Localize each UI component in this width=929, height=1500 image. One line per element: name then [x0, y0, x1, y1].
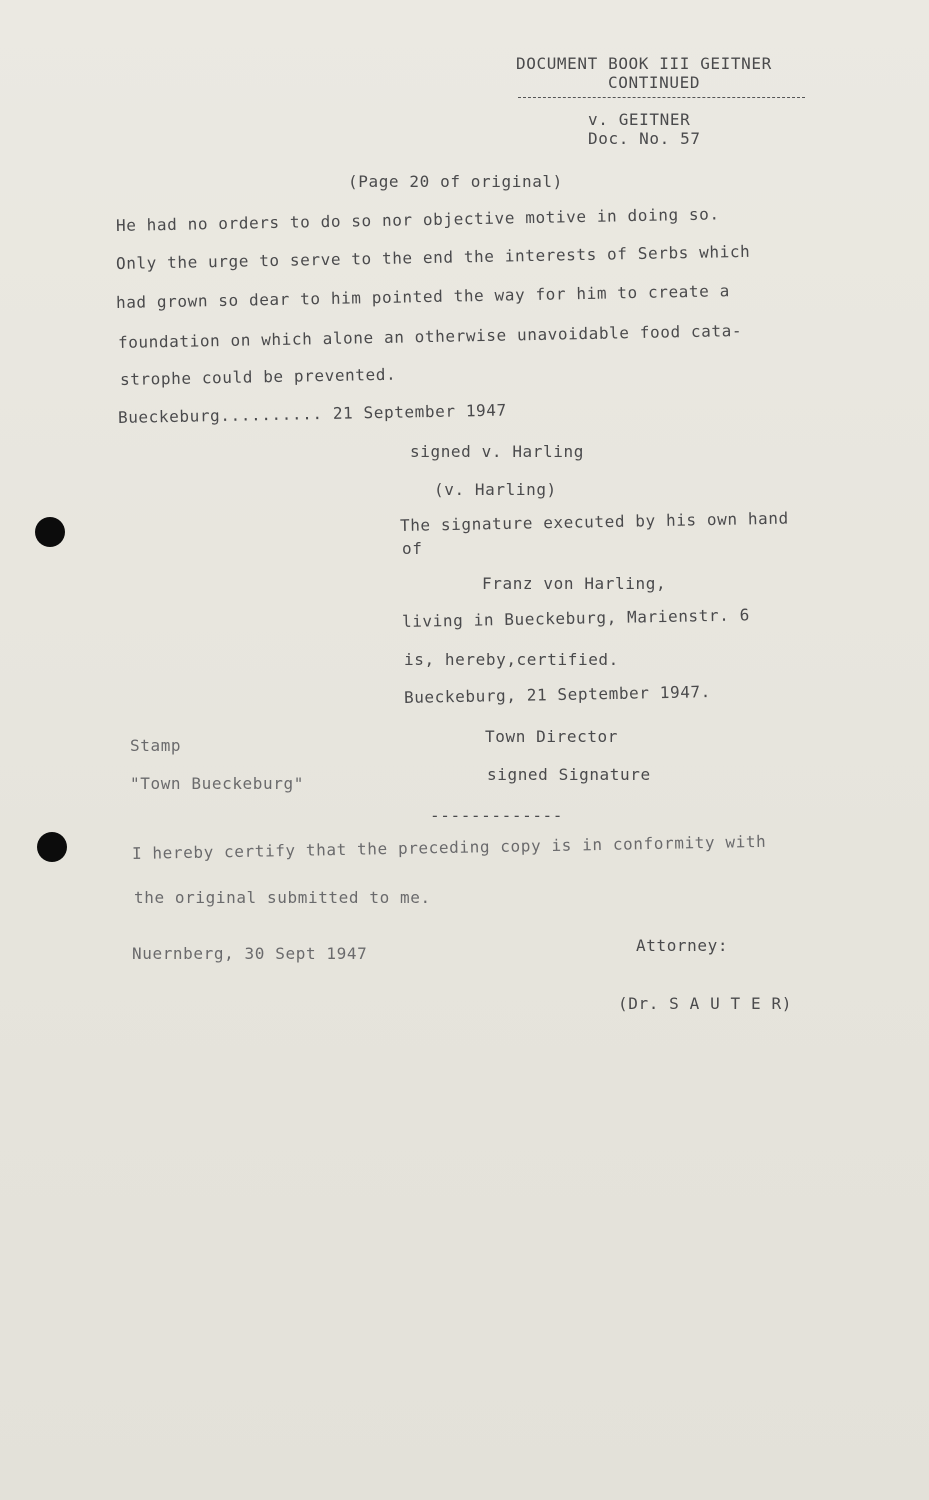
town-director-title: Town Director — [485, 727, 619, 746]
body-line-3: had grown so dear to him pointed the way for him to create a — [115, 281, 731, 312]
attestation-line-1: I hereby certify that the preceding copy is in conformity with — [131, 831, 767, 863]
body-line-4: foundation on which alone an otherwise unavoidable food cata- — [117, 321, 743, 352]
signer-name-paren: (v. Harling) — [434, 480, 557, 499]
signed-line: signed v. Harling — [410, 442, 584, 461]
stamp-label: Stamp — [130, 736, 182, 755]
stamp-text: "Town Bueckeburg" — [130, 774, 304, 793]
header-rule — [518, 97, 805, 98]
certified-person-name: Franz von Harling, — [482, 574, 667, 593]
place-date-line: Bueckeburg.......... 21 September 1947 — [117, 400, 507, 427]
body-line-5: strophe could be prevented. — [119, 364, 397, 389]
header-title: DOCUMENT BOOK III GEITNER — [516, 54, 772, 73]
section-separator: ------------- — [430, 806, 564, 825]
attorney-name: (Dr. S A U T E R) — [618, 994, 792, 1013]
certification-line-2: of — [402, 539, 423, 558]
page-reference: (Page 20 of original) — [348, 172, 563, 191]
attestation-line-2: the original submitted to me. — [134, 888, 431, 907]
town-director-signed: signed Signature — [487, 765, 651, 784]
attestation-place-date: Nuernberg, 30 Sept 1947 — [132, 944, 368, 963]
certification-date: Bueckeburg, 21 September 1947. — [403, 682, 712, 707]
header-doc-number: Doc. No. 57 — [588, 129, 701, 148]
certification-statement: is, hereby,certified. — [404, 650, 619, 669]
body-line-1: He had no orders to do so nor objective motive in doing so. — [115, 204, 720, 235]
punch-hole-bottom — [37, 832, 67, 862]
attorney-role: Attorney: — [636, 936, 729, 955]
header-ref-name: v. GEITNER — [588, 110, 691, 129]
header-subtitle: CONTINUED — [608, 73, 701, 92]
body-line-2: Only the urge to serve to the end the interests of Serbs which — [115, 241, 751, 273]
certified-person-address: living in Bueckeburg, Marienstr. 6 — [401, 605, 751, 631]
certification-line-1: The signature executed by his own hand — [399, 508, 789, 535]
punch-hole-top — [35, 517, 65, 547]
